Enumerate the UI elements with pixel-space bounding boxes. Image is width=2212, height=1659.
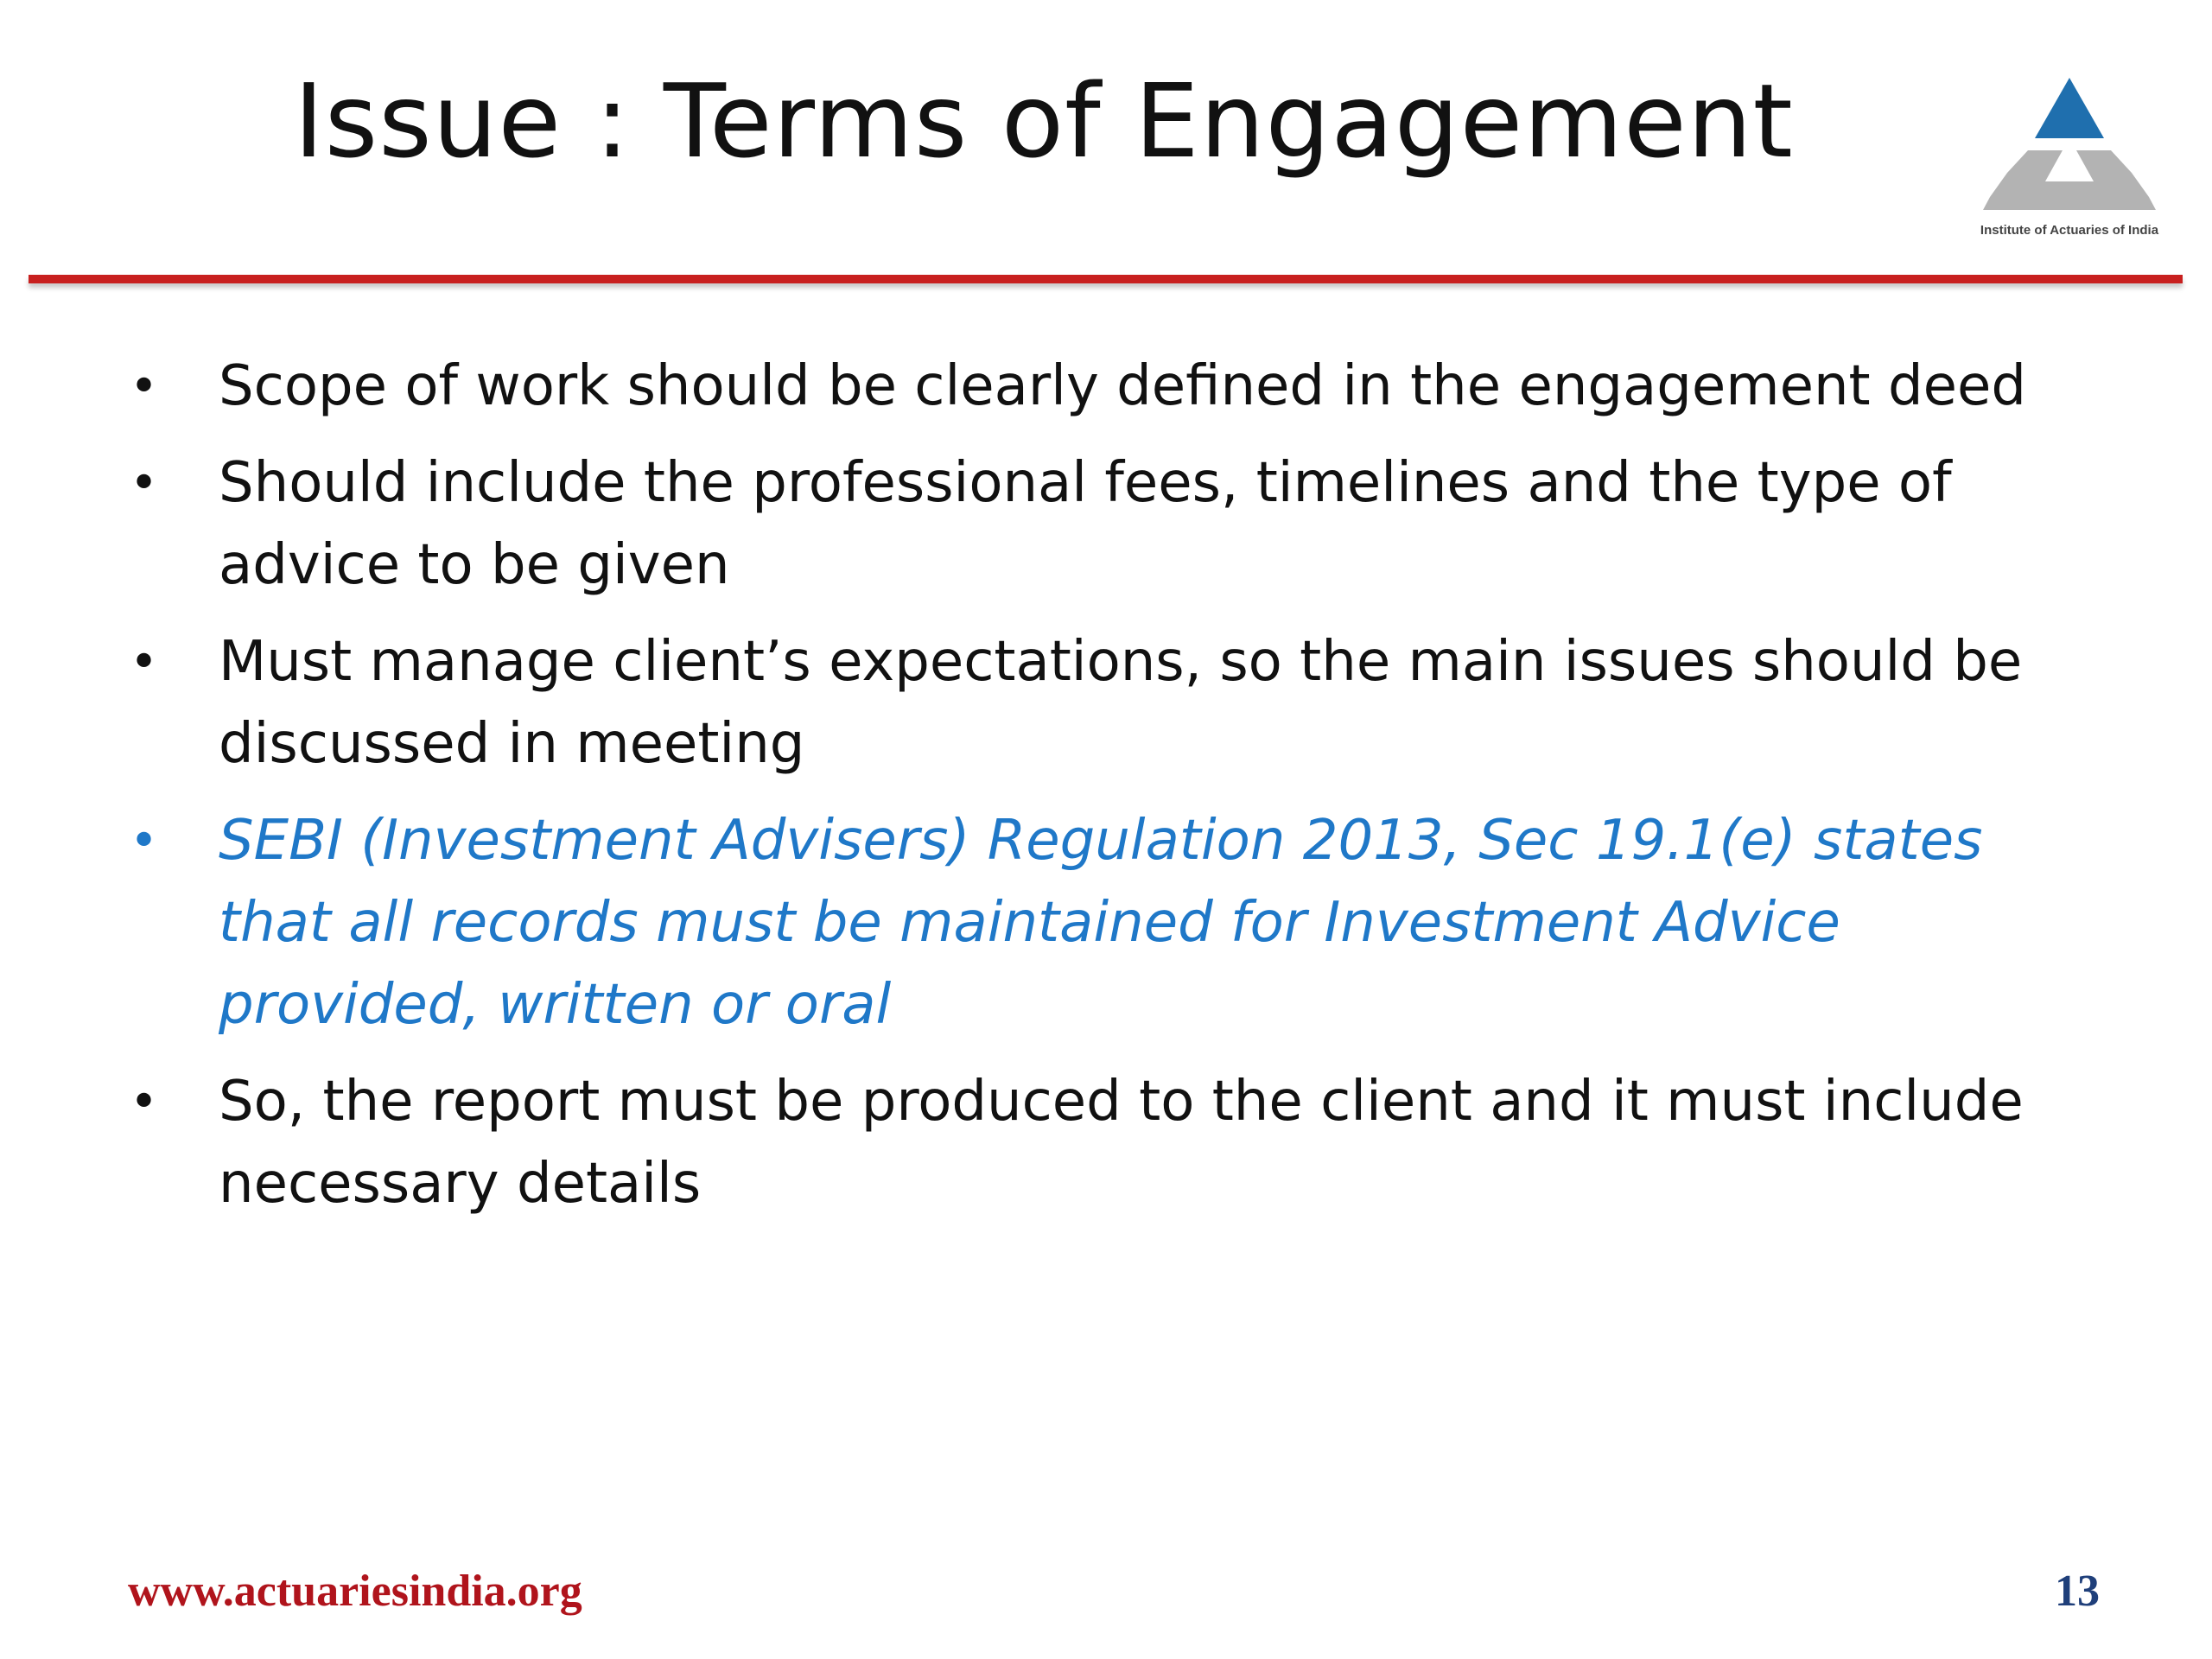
bullet-text: SEBI (Investment Advisers) Regulation 2013, Sec 19.1(e) states that all records must be maintained for Investment Advice provided, written or oral [219, 809, 1983, 1037]
bullet-text: So, the report must be produced to the client and it must include necessary details [219, 1070, 2024, 1216]
bullet-marker: • [130, 634, 159, 690]
bullet-item-highlighted [130, 800, 2082, 1046]
bullet-list [130, 346, 2082, 1240]
institute-logo [1940, 67, 2199, 253]
slide-title: Issue : Terms of Engagement [294, 61, 1794, 181]
bullet-marker: • [130, 455, 159, 512]
footer-website-link[interactable]: www.actuariesindia.org [128, 1567, 582, 1616]
bullet-marker: • [130, 1074, 159, 1130]
logo-caption: Institute of Actuaries of India [1980, 223, 2159, 238]
bullet-item [130, 621, 2082, 785]
title-divider-rule [29, 275, 2183, 283]
bullet-marker: • [130, 359, 159, 415]
institute-triangle-logo-icon [1940, 67, 2199, 223]
bullet-item [130, 442, 2082, 607]
bullet-text: Must manage client’s expectations, so the main issues should be discussed in meeting [219, 630, 2023, 776]
bullet-marker: • [130, 813, 159, 869]
bullet-text: Should include the professional fees, timelines and the type of advice to be given [219, 451, 1952, 597]
page-number: 13 [2055, 1567, 2100, 1616]
bullet-item [130, 346, 2082, 428]
bullet-item [130, 1061, 2082, 1225]
bullet-text: Scope of work should be clearly defined in the engagement deed [219, 354, 2026, 418]
